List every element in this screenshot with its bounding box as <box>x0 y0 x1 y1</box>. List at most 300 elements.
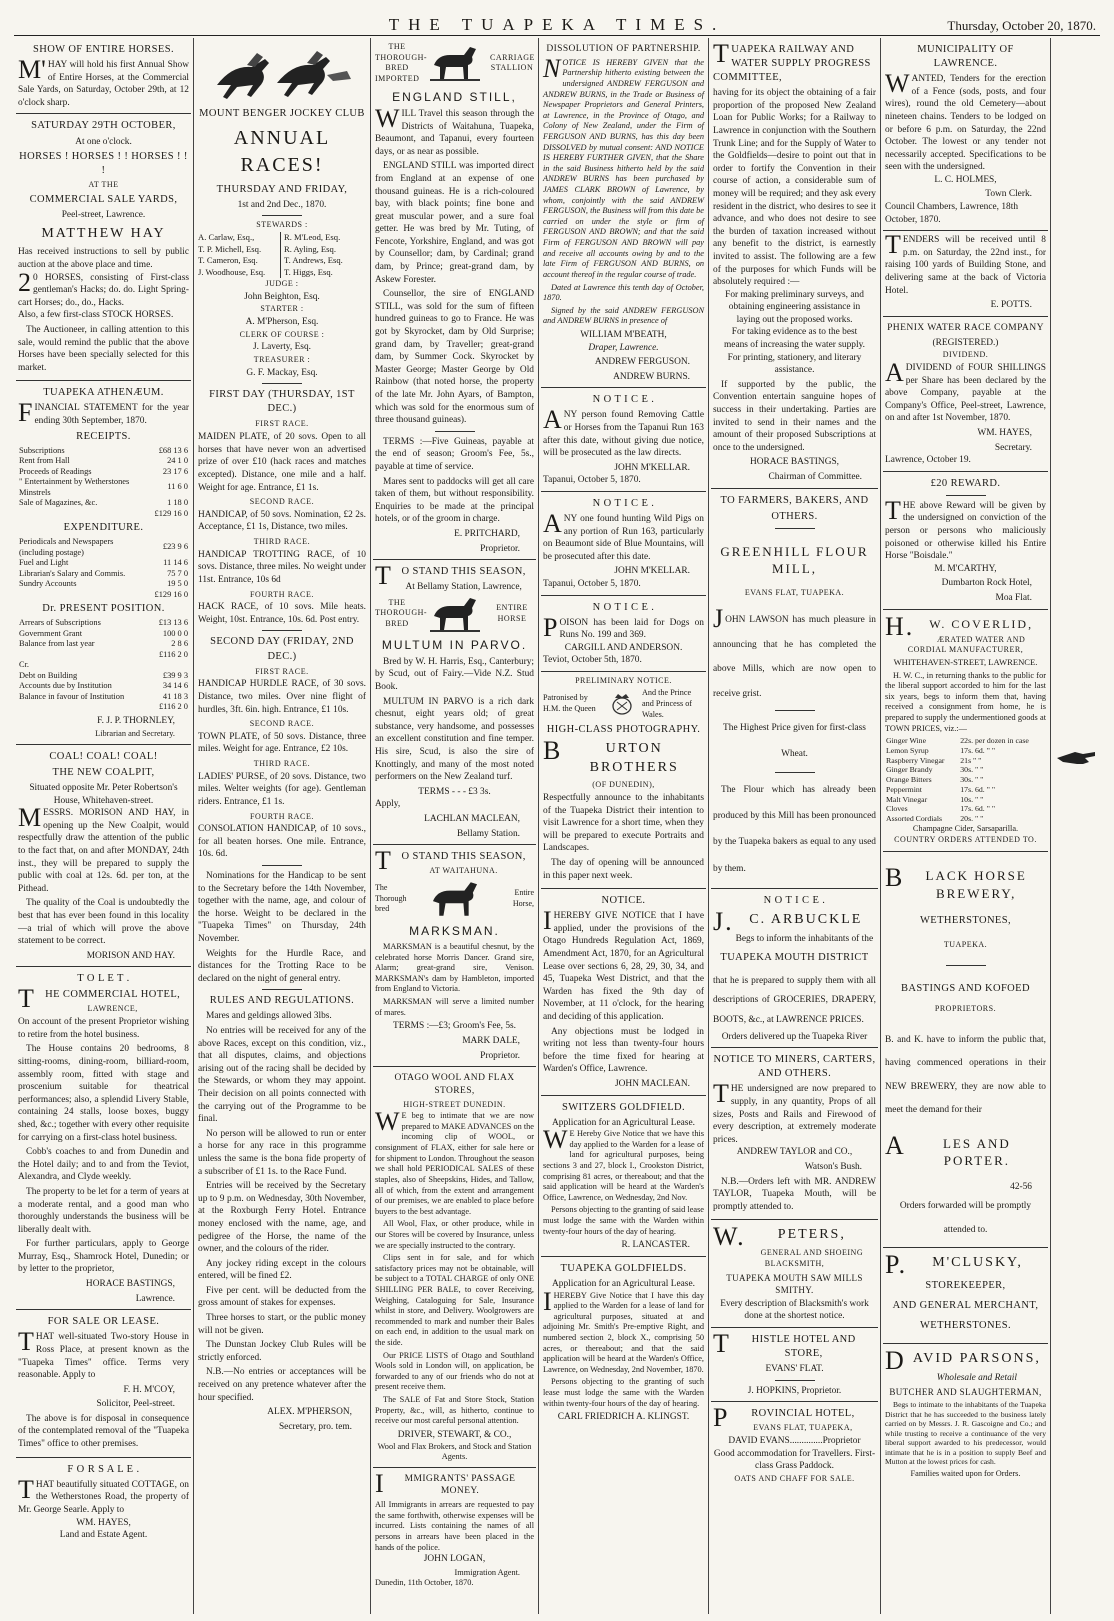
ad-heading: TUAPEKA MOUTH SAW MILLS SMITHY. <box>726 1272 863 1295</box>
rule-item: Three horses to start, or the public money will not be given. <box>198 1313 366 1336</box>
rule-item: Mares and geldings allowed 3lbs. <box>206 1011 332 1022</box>
ad-text: G. F. Mackay, Esq. <box>246 367 318 378</box>
ad-body: Nominations for the Handicap to be sent to the Secretary before the 14th November, together with the name, age, and colour of the horse. Weight to be declared in the "Tuapeka Times" on Thursday, 24th November. <box>198 871 366 944</box>
signature-role: Secretary. <box>994 442 1032 453</box>
stewards-list <box>198 232 366 278</box>
ad-date: Tapanui, October 5, 1870. <box>543 475 641 486</box>
ad-text: And the Prince and Princess of Wales. <box>642 687 693 719</box>
ad-heading: WETHERSTONES, <box>919 914 1012 926</box>
ad-england-still <box>373 38 536 560</box>
signature: JOHN M'KELLAR. <box>614 566 690 577</box>
section-heading: EXPENDITURE. <box>63 522 144 534</box>
ad-body: TERMS :—Five Guineas, payable at the end of season; Groom's Fee, 5s., payable at time of service. <box>375 436 534 472</box>
signature: WILLIAM M'BEATH, <box>580 329 667 340</box>
ad-body: On account of the present Proprietor wishing to retire from the hotel business. <box>18 1017 189 1040</box>
ad-body: IHEREBY GIVE NOTICE that I have applied, under the provisions of the Otago Hundreds Regulation Act, 1869, Amendment Act, 1870, for an Agricultural Lease over sections 6, 28, 29, 30, 34, and 45, Tuapeka West District, and that the Warden has fixed the 9th day of November, at 11 o'clock, for the hearing and deciding of this application. <box>543 906 704 1022</box>
signature: CARGILL AND ANDERSON. <box>564 642 683 653</box>
ad-text: CARRIAGE STALLION <box>490 52 535 73</box>
signature-role: Bellamy Station. <box>456 828 520 839</box>
ad-for-sale-or-lease <box>16 1310 191 1457</box>
ad-text: J. Laverty, Esq. <box>253 342 311 353</box>
horse-name: ENGLAND STILL, <box>392 89 517 104</box>
ad-body: Counsellor, the sire of ENGLAND STILL, was sold for the sum of fifteen hundred guineas to go to France. He was got by Skyrocket, dam by Old Surprise; grand dam, by Traveller; great-grand dam, by Summer Cock. Skyrocket by Master George; Master George by Old Rainbow (that noted horse, the property of the late Mr. John Ayars, of Bampton, which was sold for the enormous sum of three thousand guineas). <box>375 289 534 426</box>
ad-body: The above is for disposal in consequence of the contemplated removal of the "Tuapeka Times" office to other premises. <box>18 1413 189 1450</box>
signature-role: Immigration Agent. <box>454 1567 520 1577</box>
ad-heading: PRELIMINARY NOTICE. <box>575 676 672 686</box>
ad-heading: MUNICIPALITY OF LAWRENCE. <box>917 44 1014 70</box>
table-row: Balance in favour of Institution 41 18 3 <box>19 691 188 701</box>
ad-date: Lawrence, October 19. <box>885 455 971 466</box>
price-list-table <box>885 736 1046 824</box>
ad-heading: IMMIGRANTS' PASSAGE MONEY. <box>375 1468 516 1498</box>
ad-heading: WETHERSTONES. <box>919 1319 1012 1331</box>
ad-heading: TUAPEKA ATHENÆUM. <box>43 387 164 399</box>
business-name: GREENHILL FLOUR MILL, <box>720 543 869 577</box>
signature-role: Chairman of Committee. <box>768 472 862 482</box>
signature: HORACE BASTINGS, <box>85 1279 175 1290</box>
section-heading: TREASURER : <box>253 355 311 365</box>
ad-heading: £20 REWARD. <box>930 477 1001 489</box>
ad-heading: FOR SALE OR LEASE. <box>47 1316 160 1328</box>
business-name: W.PETERS, <box>713 1222 846 1252</box>
ad-heading: COMMERCIAL SALE YARDS, <box>29 193 178 205</box>
horse-engraving-icon <box>425 878 485 920</box>
ad-heading: THE NEW COALPIT, <box>52 766 155 778</box>
ad-miners-notice <box>711 1048 878 1220</box>
list-item: T. Cameron, Esq. <box>198 255 258 266</box>
ad-body: ANY one found hunting Wild Pigs on any portion of Run 163, particularly on Beaumont side of Blue Mountains, will be prosecuted after this date. <box>543 509 704 562</box>
table-row: Sundry Accounts 19 5 0 <box>19 579 188 589</box>
signature-role: Land and Estate Agent. <box>59 1530 148 1541</box>
ad-body: THAT well-situated Two-story House in Ross Place, at present known as the "Tuapeka Times" office. Terms very reasonable. Apply to <box>18 1327 189 1381</box>
signature: HORACE BASTINGS, <box>749 457 840 468</box>
ad-body: The Highest Price given for first-class Wheat. <box>723 723 866 760</box>
list-item: For printing, stationery, and literary assistance. <box>727 352 862 376</box>
ad-dissolution <box>541 38 706 388</box>
ad-text: At one o'clock. <box>75 136 132 147</box>
table-row: Orange Bitters 30s. " " <box>886 775 984 785</box>
ad-phenix-water <box>883 317 1048 472</box>
ad-heading: T O L E T . <box>77 973 130 985</box>
race-label: FOURTH RACE. <box>249 811 315 821</box>
signature: LACHLAN MACLEAN, <box>424 814 520 824</box>
business-name: BURTON BROTHERS <box>543 735 679 775</box>
ad-body: M'HAY will hold his first Annual Show of Entire Horses, at the Commercial Sale Yards, on Saturday, October 29th, at 12 o'clock sharp. <box>18 55 189 108</box>
horse-name: MARKSMAN. <box>409 923 500 938</box>
ad-heading: AND GENERAL MERCHANT, <box>892 1299 1039 1311</box>
ad-text: DIVIDEND. <box>942 350 989 360</box>
racehorses-engraving-icon <box>207 45 357 103</box>
signature: J. HOPKINS, Proprietor. <box>747 1385 842 1396</box>
ad-heading: PROVINCIAL HOTEL, <box>713 1403 855 1433</box>
ad-body: Cobb's coaches to and from Dunedin and the Hotel daily; and to and from the Teviot, Alexandra, and Clyde weekly. <box>18 1147 189 1183</box>
ad-notice-maclean <box>541 889 706 1095</box>
rule-item: The Dunstan Jockey Club Rules will be strictly enforced. <box>198 1340 366 1363</box>
signature-role: Watson's Bush. <box>804 1162 862 1173</box>
ad-body: Orders forwarded will be promptly attended to. <box>899 1201 1032 1236</box>
table-row: Sale of Magazines, &c. 1 18 0 <box>19 498 188 508</box>
ad-text: Wholesale and Retail <box>936 1372 1017 1383</box>
ad-body: For further particulars, apply to George Murray, Esq., Shamrock Hotel, Dunedin; or by letter to the proprietor, <box>18 1239 189 1275</box>
ad-body: The quality of the Coal is undoubtedly the best that has ever been found in this locality—a trial of which will prove the above statement to be correct. <box>18 898 189 947</box>
list-item: A. Carlaw, Esq., <box>198 232 255 243</box>
race-description: HACK RACE, of 10 sovs. Mile heats. Weight, 10st. Entrance, 10s. 6d. Post entry. <box>198 602 366 625</box>
table-row: Balance from last year 2 8 6 <box>19 639 188 649</box>
ad-text: (OF DUNEDIN), <box>592 780 655 790</box>
ad-text: AT WAITAHUNA. <box>429 866 498 876</box>
ad-heading: NOTICE TO MINERS, CARTERS, AND OTHERS. <box>713 1054 876 1080</box>
ad-heading: N O T I C E . <box>592 394 655 406</box>
ad-heading: COAL! COAL! COAL! <box>49 750 158 762</box>
signature-role: Librarian and Secretary. <box>95 729 175 739</box>
ad-heading: BASTINGS AND KOFOED <box>901 982 1030 994</box>
ad-text: WHITEHAVEN-STREET, LAWRENCE. <box>893 657 1038 668</box>
table-row: Cr. <box>19 660 30 670</box>
ad-body: Respectfully announce to the inhabitants of the Tuapeka District their intention to visit Lawrence for a short time, when they will be prepared to execute Portraits and Landscapes. <box>543 792 704 854</box>
race-description: HANDICAP TROTTING RACE, of 10 sovs. Distance, three miles. No weight under 11st. Entrance, 10s 6d <box>198 549 366 585</box>
ad-body: B. and K. have to inform the public that, having commenced operations in their NEW BREWERY, they are now able to meet the demand for their <box>885 1034 1046 1116</box>
ad-text: EVANS FLAT, TUAPEKA. <box>744 587 845 597</box>
ad-text: DAVID EVANS..............Proprietor <box>728 1435 861 1446</box>
ad-burton-photography <box>541 672 706 889</box>
ad-switzers <box>541 1096 706 1257</box>
ad-date: Teviot, October 5th, 1870. <box>543 655 642 666</box>
pointing-hand-icon <box>1053 738 1099 778</box>
signature: JOHN M'KELLAR. <box>614 462 690 473</box>
ad-body: The SALE of Fat and Store Stock, Station Property, &c., will, as hitherto, continue to receive our most careful personal attention. <box>375 1395 534 1426</box>
ad-text: TERMS - - - £3 3s. <box>418 786 491 797</box>
signature-role: Proprietor. <box>480 1050 520 1061</box>
table-row: Librarian's Salary and Commis. 75 7 0 <box>19 568 188 578</box>
signature: JOHN MACLEAN. <box>615 1078 690 1089</box>
ad-body: ANY person found Removing Cattle or Horses from the Tapanui Run 163 after this date, without giving due notice, will be prosecuted as the law directs. <box>543 405 704 459</box>
ad-body: MARKSMAN will serve a limited number of mares. <box>375 997 534 1017</box>
signature: E. POTTS. <box>990 300 1032 311</box>
ad-body: WE Hereby Give Notice that we have this day applied to the Warden for a lease of land for agricultural purposes, being sections 3 and 27, block I., Crookston District, comprising 81 acres, or thereabout; and that the said application will be heard at the Warden's Office, Lawrence, on Wednesday, 2nd Nov. <box>543 1125 704 1202</box>
race-description: HANDICAP, of 50 sovs. Nomination, £2 2s. Acceptance, £1 1s, Distance, two miles. <box>198 509 366 533</box>
ad-body: All Wool, Flax, or other produce, while in our Stores will be covered by Insurance, unless we are specially instructed to the contrary. <box>375 1219 534 1250</box>
ad-tuapeka-goldfields <box>541 1257 706 1428</box>
table-row: £129 16 0 <box>154 508 188 518</box>
ad-body: THE undersigned are now prepared to supply, in any quantity, Props of all sizes, Posts and Rails and Firewood of every description, at extremely moderate prices. <box>713 1079 876 1145</box>
ad-heading: N O T I C E . <box>592 601 655 613</box>
ad-text: Entire Horse, <box>512 888 534 908</box>
business-name: H.W. COVERLID, <box>885 611 1034 641</box>
ad-hay-auction <box>16 114 191 381</box>
table-row: Assorted Cordials 20s. " " <box>886 814 984 824</box>
ad-text: EVANS FLAT, TUAPEKA, <box>753 1423 853 1433</box>
ad-body: that he is prepared to supply them with all descriptions of GROCERIES, DRAPERY, BOOTS, &c., at LAWRENCE PRICES. <box>713 975 876 1025</box>
ad-text: Patronised by H.M. the Queen <box>543 693 596 714</box>
table-row: " Entertainment by Wetherstones Minstrels 11 6 0 <box>19 477 188 497</box>
ad-heading: HIGH-CLASS PHOTOGRAPHY. <box>546 723 701 735</box>
ad-thistle-hotel <box>711 1328 878 1402</box>
newspaper-title: THE TUAPEKA TIMES. <box>388 15 726 34</box>
ad-number: 42-56 <box>1010 1182 1032 1193</box>
ad-tenders-stone <box>883 231 1048 317</box>
table-row: Malt Vinegar 10s. " " <box>886 794 984 804</box>
stallion-engraving-icon <box>428 43 482 83</box>
signature: F. J. P. THORNLEY, <box>97 715 175 726</box>
ad-text: The Thorough bred <box>375 882 407 914</box>
ad-body: NOTICE IS HEREBY GIVEN that the Partnership hitherto existing between the undersigned ANDREW FERGUSON and ANDREW BURNS, in the Trade or Business of Newspaper Proprietors and General Printers, at Lawrence, in the Province of Otago, and Colony of New Zealand, under the Firm of FERGUSON AND BURNS, has this day been DISSOLVED by mutual consent: AND NOTICE IS HEREBY FURTHER GIVEN, that the Share in the said Business hitherto held by the said ANDREW BURNS has been purchased by JAMES CLARK BROWN of Lawrence, by whom, conjointly with the said ANDREW FERGUSON, the Business will from this date be carried on under the style or firm of FERGUSON AND BROWN; and that the said Firm of FERGUSON AND BROWN will pay and receive all accounts owing by and to the late Firm of FERGUSON AND BURNS, on account thereof in the regular course of trade. <box>543 53 704 279</box>
ad-body: Weights for the Hurdle Race, and distances for the Trotting Race to be declared on the night of general entry. <box>198 948 366 984</box>
table-row: Rent from Hall 24 1 0 <box>19 456 188 466</box>
ad-immigrants <box>373 1468 536 1593</box>
horse-name: MULTUM IN PARVO. <box>381 637 528 652</box>
ad-body: The Flour which has already been produced by this Mill has been pronounced by the Tuapeka bakers as equal to any used by them. <box>713 784 876 874</box>
signature: DRIVER, STEWART, & CO., <box>397 1429 512 1440</box>
section-heading: RECEIPTS. <box>76 430 131 442</box>
ad-body: Good accommodation for Travellers. First-class Grass Paddock. <box>713 1448 876 1472</box>
ad-heading: STOREKEEPER, <box>925 1279 1006 1291</box>
ad-date: Dunedin, 11th October, 1870. <box>375 1578 474 1588</box>
ad-heading: F O R S A L E . <box>67 1463 140 1475</box>
ad-text: Families waited upon for Orders. <box>910 1468 1021 1478</box>
ad-body: The day of opening will be announced in this paper next week. <box>543 857 704 881</box>
ad-body: Also, a few first-class STOCK HORSES. <box>18 310 174 321</box>
ad-body: Begs to inform the inhabitants of the <box>735 933 874 944</box>
signature-role: Proprietor. <box>480 543 520 554</box>
ad-otago-wool <box>373 1067 536 1468</box>
table-row: Raspberry Vinegar 21s " " <box>886 755 982 765</box>
ad-show-of-horses <box>16 38 191 114</box>
rule-item: No entries will be received for any of the above Races, except on this condition, viz., that all disputes, claims, and objections arising out of the racing shall be decided by the Stewards, or whom they may appoint. Their decision on all points connected with the carrying out of the Programme to be final. <box>198 1026 366 1125</box>
section-heading: STARTER : <box>260 304 304 314</box>
ad-text: AT THE <box>88 180 119 190</box>
table-row: Proceeds of Readings 23 17 6 <box>19 466 188 476</box>
ad-body: WANTED, Tenders for the erection of a Fence (sods, posts, and four wires), round the old Cemetery—about nineteen chains. Tenders to be lodged on or before 6 p.m. on Saturday, the 22nd October. The lowest or any tender not necessarily accepted. Specifications to be seen with the undersigned. <box>885 69 1046 173</box>
ad-peters-blacksmith <box>711 1220 878 1327</box>
signature: ANDREW BURNS. <box>613 371 690 382</box>
ad-black-horse-brewery <box>883 852 1048 1248</box>
section-heading: STEWARDS : <box>256 220 308 230</box>
ad-body: WILL Travel this season through the Districts of Waitahuna, Tuapeka, Beaumont, and Tapanui, every fourteen days, or as near as possible. <box>375 103 534 157</box>
ad-provincial-hotel <box>711 1402 878 1489</box>
ad-body: ENGLAND STILL was imported direct from England at an expense of one thousand guineas. He is a rich-coloured bay, with black points; fine bone and great muscular power, and a sure foal getter. He was bred by Mr. Tuting, of Fencote, Yorkshire, England, and was got by Counsellor; dam, by Cardinal; grand dam, by Prince; great-grand dam, by Askew Forester. <box>375 161 534 285</box>
ad-text: 1st and 2nd Dec., 1870. <box>237 199 327 210</box>
ad-body: FINANCIAL STATEMENT for the year ending 30th September, 1870. <box>18 398 189 428</box>
ad-body: The House contains 20 bedrooms, 8 sitting-rooms, dining-room, billiard-room, assembly room, fitted with stage and proscenium suitable for theatrical performances; also, a splendid Livery Stable, containing 24 stalls, loose boxes, buggy shed, &c.; together with every other requisite for carrying on a first-class hotel business. <box>18 1044 189 1143</box>
rule-item: N.B.—No entries or acceptances will be received on any pretence whatever after the hour specified. <box>198 1367 366 1403</box>
signature: ANDREW TAYLOR and CO., <box>736 1147 853 1158</box>
race-description: CONSOLATION HANDICAP, of 10 sovs., for all beaten horses. One mile. Entrance, 10s. 6d. <box>198 824 366 860</box>
business-name: P.M'CLUSKY, <box>885 1249 1023 1279</box>
signature-role: Dumbarton Rock Hotel, <box>941 578 1032 589</box>
ad-date: Council Chambers, Lawrence, 18th October, 1870. <box>885 202 1019 225</box>
ad-parsons-butcher <box>883 1344 1048 1483</box>
ad-text: THE THOROUGH-BRED <box>375 597 428 629</box>
signature: MORISON AND HAY. <box>86 950 175 961</box>
ad-text: John Beighton, Esq. <box>244 291 320 302</box>
ad-body: If supported by the public, the Convention entertain sanguine hopes of success in their undertaking. Parties are invited to send in their names and the amount of their proposed Subscriptions at once to the undersigned. <box>713 379 876 453</box>
race-description: MAIDEN PLATE, of 20 sovs. Open to all horses that have never won an advertised prize of over £10 (hack races and matches excepted). Distance, one mile and a half. Weight for age. Entrance, £1 1s. <box>198 432 366 493</box>
ad-body: ADIVIDEND of FOUR SHILLINGS per Share has been declared by the above Company, payable at the Company's Office, Peel-street, Lawrence, on and after 1st November, 1870. <box>885 357 1046 424</box>
table-row: Ginger Wine 22s. per dozen in case <box>886 736 1029 746</box>
ad-text: TUAPEKA. <box>943 940 988 950</box>
ad-notice-pigs <box>541 492 706 596</box>
ad-body: WE beg to intimate that we are now prepared to MAKE ADVANCES on the incoming clip of WOOL, or consignment of FLAX, either for sale here or for shipment to London. Throughout the season we shall hold PERIODICAL SALES of these staples, also of Sheepskins, Hides, and Tallow, all of which, from the extent and arrangement of our premises, we are enabled to place before buyers to the best advantage. <box>375 1107 534 1216</box>
ad-body: The property to be let for a term of years at a moderate rental, and a good man who thoroughly understands the business will be liberally dealt with. <box>18 1186 189 1235</box>
ad-heading: TUAPEKA GOLDFIELDS. <box>560 1262 687 1274</box>
list-item: For making preliminary surveys, and obtaining engineering assistance in laying out the proposed works. <box>725 289 864 325</box>
section-heading: RULES AND REGULATIONS. <box>209 995 355 1007</box>
ad-body: Every description of Blacksmith's work done at the shortest notice. <box>720 1298 869 1322</box>
column-6 <box>880 38 1050 1614</box>
ad-greenhill-mill <box>711 489 878 889</box>
section-heading: CLERK OF COURSE : <box>239 329 325 339</box>
signature: F. H. M'COY, <box>123 1384 175 1395</box>
ad-text: Peel-street, Lawrence. <box>61 210 146 220</box>
signature-role: Draper, Lawrence. <box>588 342 659 353</box>
ad-heading: SHOW OF ENTIRE HORSES. <box>32 44 175 55</box>
list-item: T. Higgs, Esq. <box>284 266 333 277</box>
ad-marksman <box>373 845 536 1067</box>
ad-body: N.B.—Orders left with MR. ANDREW TAYLOR, Tuapeka Mouth, will be promptly attended to. <box>713 1176 876 1212</box>
race-label: THIRD RACE. <box>253 759 311 768</box>
ad-body: THAT beautifully situated COTTAGE, on the Wetherstones Road, the property of Mr. George Searle. Apply to <box>18 1474 189 1515</box>
ad-text: THE THOROUGH-BRED IMPORTED <box>375 42 428 84</box>
ad-text: OATS AND CHAFF FOR SALE. <box>734 1473 855 1483</box>
ad-body: MESSRS. MORISON AND HAY, in opening up the New Coalpit, would respectfully draw the attention of the public to the fact that, on and after MONDAY, 24th inst., they will be prepared to supply the public with coal at 12s. 6d. per ton, at the Pithead. <box>18 803 189 894</box>
column-7-partial <box>1050 38 1100 1614</box>
ad-body: Dated at Lawrence this tenth day of October, 1870. <box>543 282 704 303</box>
table-row: £116 2 0 <box>158 702 188 712</box>
signature: M. M'CARTHY, <box>934 563 997 574</box>
ad-text: GENERAL AND SHOEING BLACKSMITH, <box>760 1248 864 1268</box>
table-row: Lemon Syrup 17s. 6d. " " <box>886 745 996 755</box>
signature: WM. HAYES, <box>977 427 1032 438</box>
ad-text: COUNTRY ORDERS ATTENDED TO. <box>894 835 1037 845</box>
auctioneer-name: MATTHEW HAY <box>41 225 166 241</box>
ad-heading: THURSDAY AND FRIDAY, <box>216 183 348 195</box>
table-row: Arrears of Subscriptions £13 13 6 <box>19 618 188 628</box>
masthead <box>14 8 1100 36</box>
ad-body: THE above Reward will be given by the undersigned on conviction of the person or persons who maliciously poisoned or otherwise killed his Entire Horse "Boisdale." <box>885 495 1046 562</box>
column-5 <box>708 38 880 1614</box>
list-item: R. Ayling, Esq. <box>284 243 336 254</box>
ad-heading: OTHERS. <box>771 510 818 522</box>
ad-text: Champagne Cider, Sarsaparilla. <box>912 823 1019 833</box>
ad-text: At Bellamy Station, Lawrence, <box>405 582 522 593</box>
ad-body: MULTUM IN PARVO is a rich dark chesnut, eight years old; of great substance, very handsome, and possesses an excellent constitution and fine temper. His sire, Scud, is also the sire of Knottingly, and many of the most noted performers on the New Zealand turf. <box>375 696 534 783</box>
ad-text: HIGH-STREET DUNEDIN. <box>403 1099 506 1109</box>
ad-jockey-club <box>196 38 368 1437</box>
ad-municipality <box>883 38 1048 231</box>
signature: JOHN LOGAN, <box>423 1554 486 1565</box>
table-row: Cloves 17s. 6d. " " <box>886 804 996 814</box>
table-row: £116 2 0 <box>158 649 188 659</box>
section-heading: Dr. PRESENT POSITION. <box>42 603 165 615</box>
business-name: DAVID PARSONS, <box>885 1345 1041 1375</box>
ad-heading: DISSOLUTION OF PARTNERSHIP. <box>546 44 701 54</box>
business-name: J.C. ARBUCKLE <box>713 907 863 937</box>
ad-text: Apply, <box>375 799 401 810</box>
signature-role: Secretary, pro. tem. <box>278 1421 352 1432</box>
ad-body: IHEREBY Give Notice that I have this day applied to the Warden for a lease of land for agricultural purposes, situated at and adjoining Mr. Smith's Pre-emptive Right, and numbered section 2, block X., comprising 50 acres, or thereabout; and that the said application will be heard at the Warden's Office, Lawrence, on Wednesday, 2nd November, 1870. <box>543 1286 704 1374</box>
ad-heading: TO STAND THIS SEASON, <box>375 561 526 591</box>
signature: ANDREW FERGUSON. <box>594 357 690 368</box>
ad-text: (REGISTERED.) <box>932 337 999 348</box>
ad-text: ENTIRE HORSE <box>496 603 528 623</box>
list-item: For taking evidence as to the best means of increasing the water supply. <box>723 327 865 351</box>
section-heading: SECOND DAY (FRIDAY, 2ND DEC.) <box>210 636 354 662</box>
royal-crest-icon <box>607 692 637 716</box>
ad-heading: PHENIX WATER RACE COMPANY <box>887 321 1044 333</box>
ad-heading: TUAPEKA RAILWAY AND WATER SUPPLY PROGRESS COMMITTEE, <box>713 39 871 84</box>
race-description: TOWN PLATE, of 50 sovs. Distance, three miles. Weight for age. Entrance, £2 10s. <box>198 731 366 755</box>
ad-notice-poison <box>541 596 706 672</box>
table-row: Peppermint 17s. 6d. " " <box>886 784 996 794</box>
race-label: FIRST RACE. <box>255 419 309 429</box>
issue-date: Thursday, October 20, 1870. <box>947 18 1096 33</box>
signature: MARK DALE, <box>462 1035 520 1046</box>
signature-role: Moa Flat. <box>995 592 1032 603</box>
ad-heading: N O T I C E . <box>592 497 655 509</box>
table-row: Ginger Brandy 30s. " " <box>886 765 984 775</box>
position-table <box>18 618 189 713</box>
ad-railway-committee <box>711 38 878 489</box>
business-name: BLACK HORSE BREWERY, <box>885 863 1027 901</box>
signature: ALEX. M'PHERSON, <box>267 1407 352 1418</box>
signature: CARL FRIEDRICH A. KLINGST. <box>557 1412 690 1423</box>
ad-body: Our PRICE LISTS of Otago and Southland Wools sold in London will, on application, be forwarded to any of our friends who do not at present receive them. <box>375 1350 534 1392</box>
ad-heading: OTAGO WOOL AND FLAX STORES, <box>394 1073 515 1096</box>
signature: R. LANCASTER. <box>621 1240 690 1251</box>
ad-to-let <box>16 967 191 1310</box>
table-row: Accounts due by Institution 34 14 6 <box>19 681 188 691</box>
table-row: Debt on Building £39 9 3 <box>19 670 188 680</box>
column-3 <box>370 38 538 1614</box>
ad-date: Tapanui, October 5, 1870. <box>543 578 641 589</box>
ad-body: Clips sent in for sale, and for which satisfactory prices may not be obtainable, will be subject to a TOTAL CHARGE of only ONE SHILLING PER BALE, to cover Receiving, Weighing, Cataloguing for Sale, Insurance whilst in store, and Delivery. Woolgrowers are recommended to mark and number their Bales on each end, in addition to the usual mark on the side. <box>375 1253 534 1348</box>
race-label: SECOND RACE. <box>249 497 315 507</box>
ad-body: having for its object the obtaining of a fair proportion of the proposed New Zealand Loan for Public Works; for a Railway to Lawrence in conjunction with the Southern Trunk Line; and for the Supply of Water to the Goldfields—desire to point out that in order to fortify the Convention in their course of action, a considerable sum of money will be required; and they ask every resident in the district, who desires to see it advance, and who does not desire to see the burden of taxation increased without any benefit to the district, is earnestly invited to assist. The following are a few of the purposes for which Funds will be absolutely required :— <box>713 88 876 288</box>
ad-body: All Immigrants in arrears are requested to pay the same forthwith, otherwise expenses will be incurred. Lists containing the names of all persons in arrears have been placed in the hands of the police. <box>375 1500 534 1552</box>
ad-coverlid <box>883 610 1048 853</box>
ad-body: TENDERS will be received until 8 p.m. on Saturday, the 22nd inst., for raising 100 yards of Building Stone, and delivering same at the back of Victoria Hotel. <box>885 230 1046 296</box>
ad-heading: N O T I C E . <box>763 895 826 907</box>
horse-engraving-icon <box>428 594 482 634</box>
expenditure-table <box>18 537 189 600</box>
signature: WM. HAYES, <box>76 1517 131 1528</box>
race-label: SECOND RACE. <box>249 719 315 729</box>
ad-text: Application for an Agricultural Lease. <box>552 1278 695 1289</box>
ad-multum-in-parvo <box>373 560 536 845</box>
section-heading: JUDGE : <box>265 279 299 289</box>
ad-body: Persons objecting to the granting of such lease must lodge the same with the Warden within twenty-four hours of the day of hearing. <box>543 1377 704 1408</box>
ad-headline: ANNUAL RACES! <box>233 127 331 176</box>
ad-text: ÆRATED WATER AND CORDIAL MANUFACTURER, <box>907 634 1026 655</box>
race-label: FOURTH RACE. <box>249 589 315 599</box>
table-row: £129 16 0 <box>154 589 188 599</box>
table-row: Periodicals and Newspapers (including postage) £23 9 6 <box>19 537 188 557</box>
ad-mcclusky <box>883 1248 1048 1344</box>
ad-athenaeum <box>16 381 191 745</box>
ad-heading: TUAPEKA MOUTH DISTRICT <box>720 952 869 964</box>
table-row: Fuel and Light 11 14 6 <box>19 558 188 568</box>
ad-body: Has received instructions to sell by public auction at the above place and time. <box>18 247 189 270</box>
table-row: Government Grant 100 0 0 <box>19 628 188 638</box>
signature: L. C. HOLMES, <box>934 174 997 185</box>
ad-heading: ALES AND PORTER. <box>885 1130 1011 1168</box>
list-item: R. M'Leod, Esq. <box>284 232 341 243</box>
ad-reward <box>883 472 1048 610</box>
rule-item: Entries will be received by the Secretary up to 9 p.m. on Wednesday, 30th November, at the Roxburgh Ferry Hotel. Entrance money enclosed with the name, age, and pedigree of the Horse, the name of the owner, and the colours of the rider. <box>198 1181 366 1255</box>
list-item: J. Woodhouse, Esq. <box>198 266 266 277</box>
ad-body: Signed by the said ANDREW FERGUSON and ANDREW BURNS in presence of <box>543 305 704 326</box>
list-item: T. P. Michell, Esq. <box>198 243 262 254</box>
